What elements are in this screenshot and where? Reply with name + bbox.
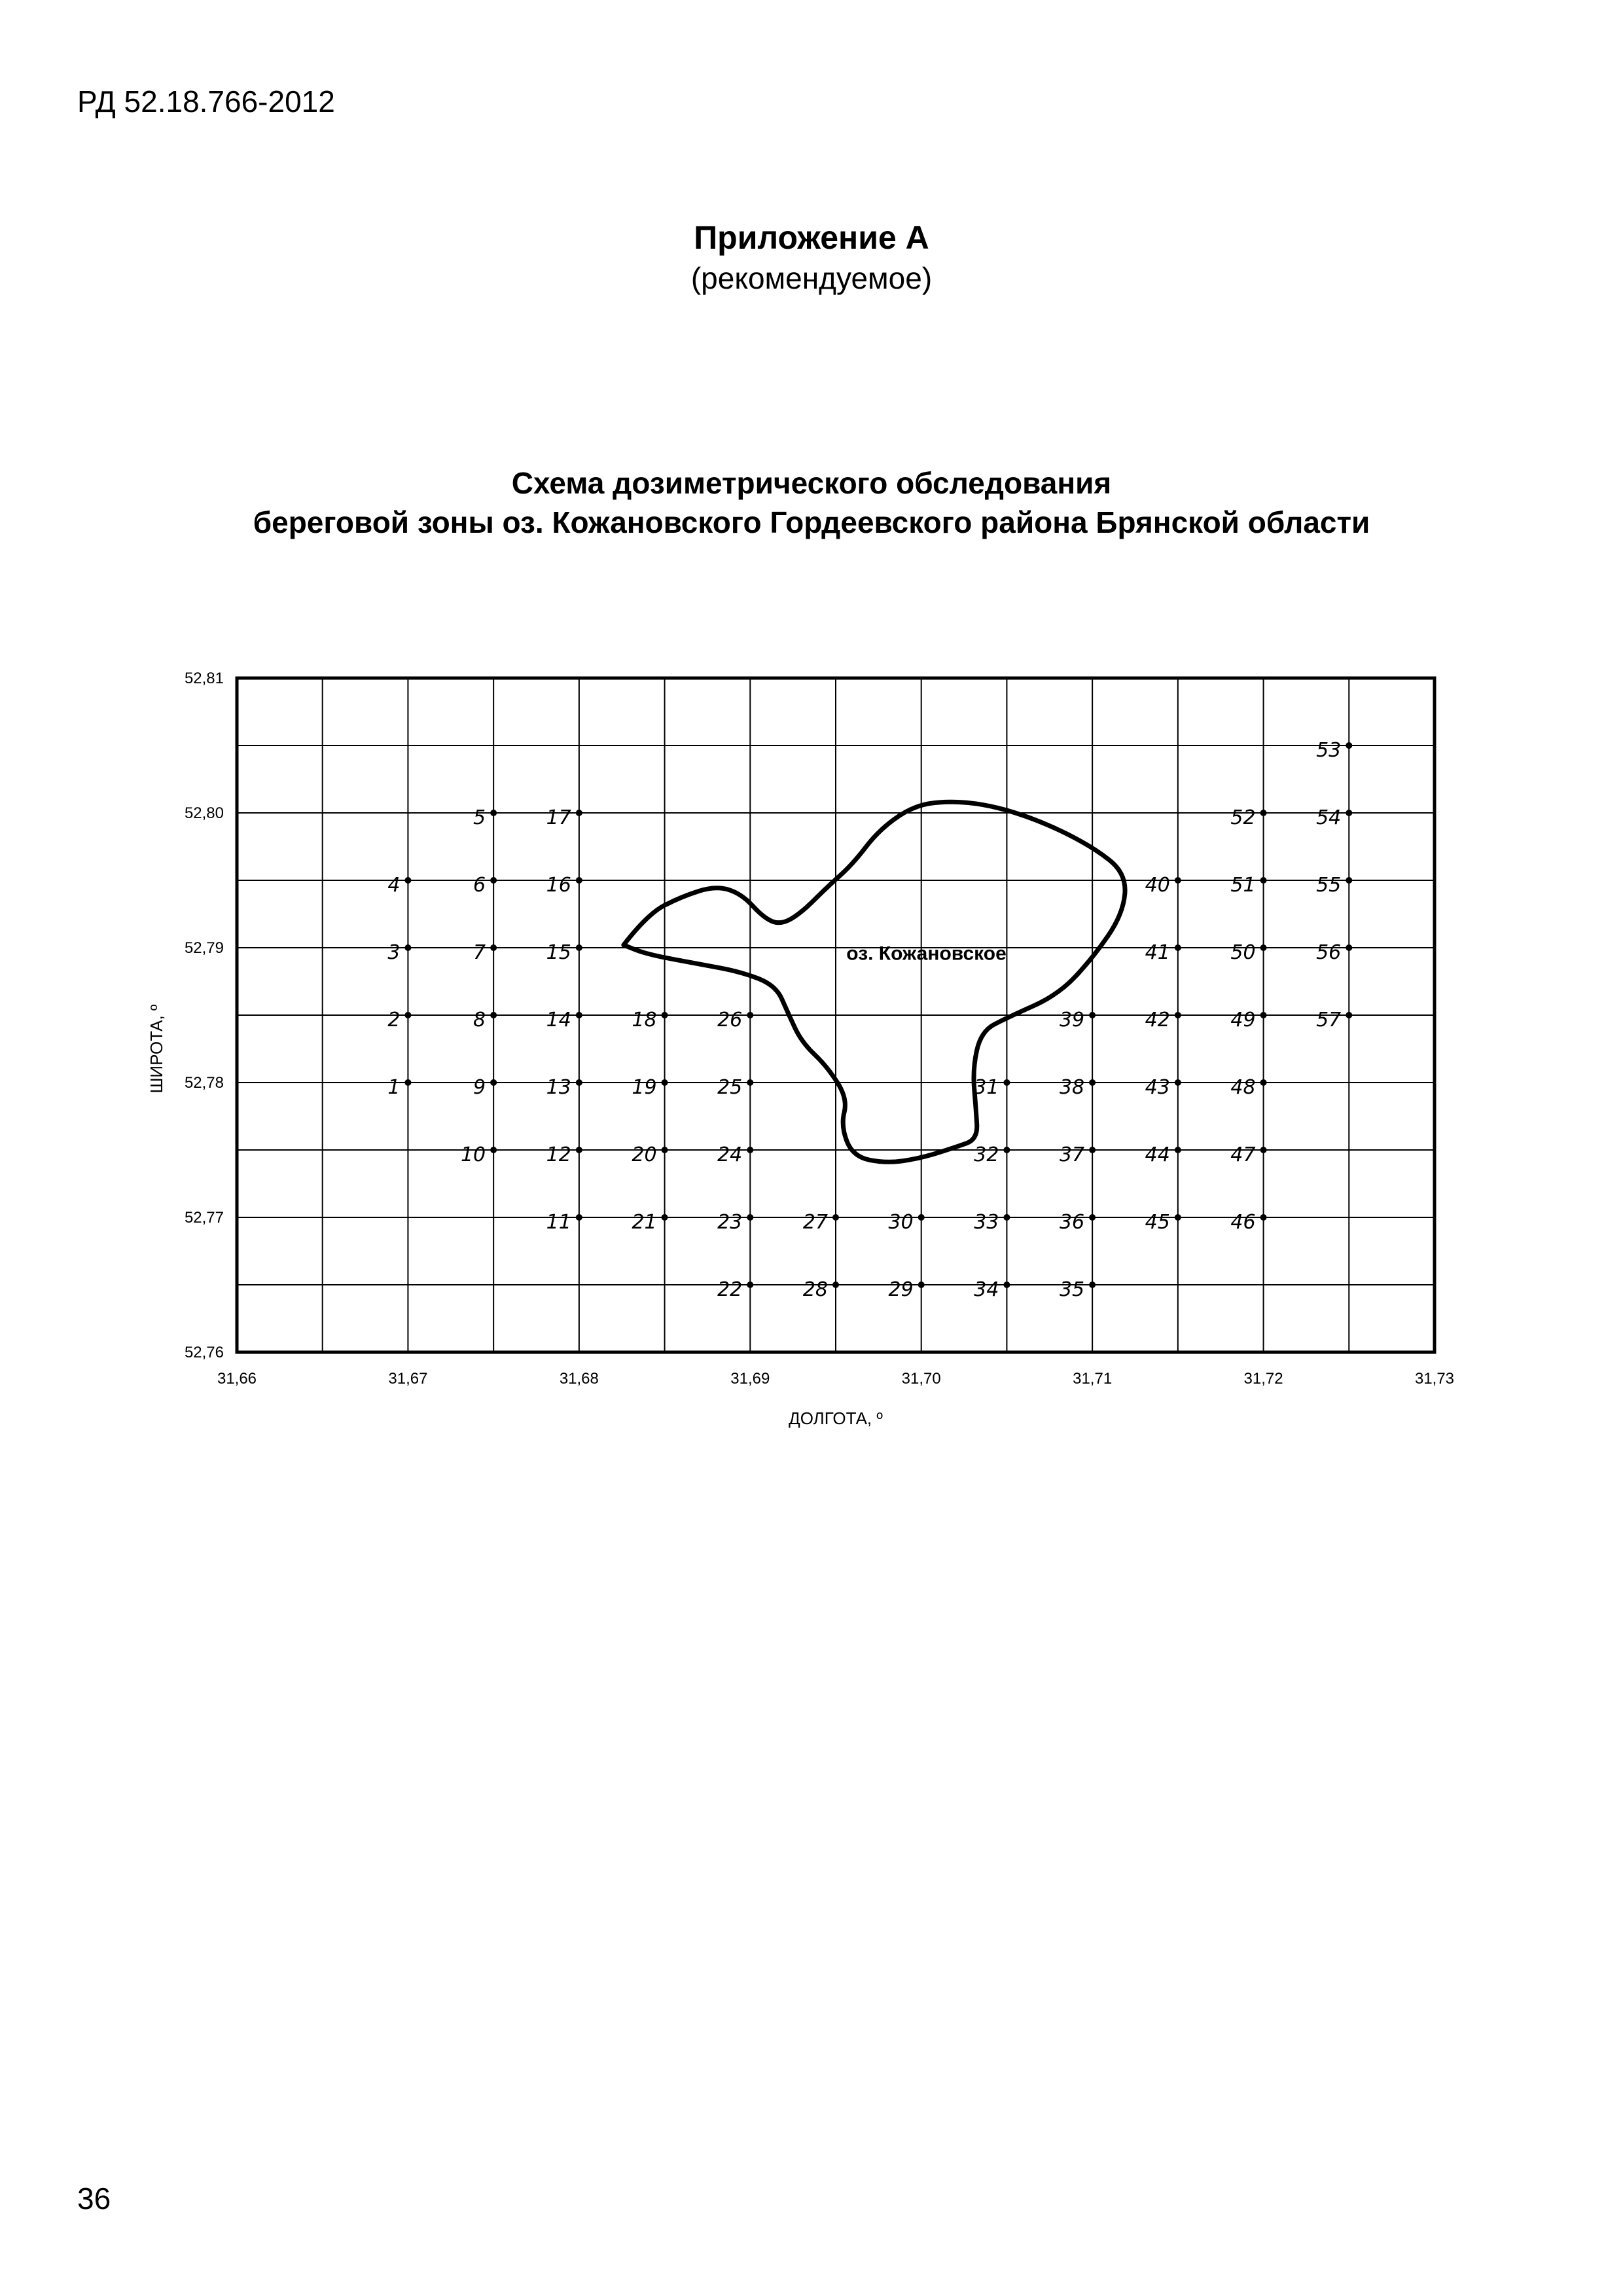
y-tick-label: 52,81 xyxy=(184,670,224,687)
point-label-2: 2 xyxy=(387,1009,401,1031)
point-label-49: 49 xyxy=(1230,1009,1256,1031)
y-axis-ticks xyxy=(185,670,224,1361)
point-marker-16 xyxy=(576,877,582,884)
point-marker-48 xyxy=(1260,1079,1267,1086)
point-label-23: 23 xyxy=(717,1211,743,1234)
x-tick-label: 31,67 xyxy=(388,1370,428,1388)
point-label-34: 34 xyxy=(974,1278,999,1301)
point-label-25: 25 xyxy=(717,1076,743,1099)
point-marker-51 xyxy=(1260,877,1267,884)
point-label-41: 41 xyxy=(1145,941,1170,964)
point-label-21: 21 xyxy=(632,1211,657,1234)
point-label-52: 52 xyxy=(1230,806,1256,829)
point-label-45: 45 xyxy=(1145,1211,1170,1234)
point-label-27: 27 xyxy=(802,1211,828,1234)
point-label-13: 13 xyxy=(546,1076,571,1099)
point-marker-13 xyxy=(576,1079,582,1086)
point-label-54: 54 xyxy=(1316,806,1342,829)
appendix-title: Приложение А xyxy=(694,219,929,256)
point-label-33: 33 xyxy=(974,1211,999,1234)
point-label-22: 22 xyxy=(717,1278,743,1301)
x-tick-label: 31,72 xyxy=(1243,1370,1283,1388)
point-marker-9 xyxy=(490,1079,497,1086)
point-label-24: 24 xyxy=(717,1143,743,1166)
point-marker-44 xyxy=(1175,1147,1181,1153)
point-label-35: 35 xyxy=(1059,1278,1085,1301)
point-label-32: 32 xyxy=(974,1143,999,1166)
point-marker-25 xyxy=(747,1079,753,1086)
point-marker-17 xyxy=(576,810,582,816)
page-number: 36 xyxy=(77,2181,111,2215)
point-marker-6 xyxy=(490,877,497,884)
document-code: РД 52.18.766-2012 xyxy=(77,84,335,118)
point-marker-52 xyxy=(1260,810,1267,816)
lake-label: оз. Кожановское xyxy=(846,942,1007,965)
point-marker-14 xyxy=(576,1012,582,1018)
point-label-29: 29 xyxy=(888,1278,914,1301)
point-marker-12 xyxy=(576,1147,582,1153)
point-marker-21 xyxy=(662,1214,668,1221)
point-label-53: 53 xyxy=(1316,739,1342,762)
point-marker-34 xyxy=(1003,1282,1010,1288)
point-label-39: 39 xyxy=(1059,1009,1085,1031)
point-marker-46 xyxy=(1260,1214,1267,1221)
point-marker-45 xyxy=(1175,1214,1181,1221)
point-label-44: 44 xyxy=(1145,1143,1170,1166)
point-label-4: 4 xyxy=(387,874,401,897)
point-label-50: 50 xyxy=(1230,941,1256,964)
x-tick-label: 31,66 xyxy=(217,1370,257,1388)
point-label-51: 51 xyxy=(1230,874,1256,897)
y-tick-label: 52,76 xyxy=(184,1344,224,1361)
point-label-47: 47 xyxy=(1230,1143,1256,1166)
x-tick-label: 31,69 xyxy=(730,1370,770,1388)
point-marker-47 xyxy=(1260,1147,1267,1153)
point-marker-54 xyxy=(1346,810,1352,816)
point-marker-15 xyxy=(576,944,582,951)
point-label-46: 46 xyxy=(1230,1211,1256,1234)
point-label-9: 9 xyxy=(473,1076,486,1099)
point-label-31: 31 xyxy=(974,1076,999,1099)
point-marker-18 xyxy=(662,1012,668,1018)
point-label-16: 16 xyxy=(546,874,571,897)
x-axis-label: ДОЛГОТА, º xyxy=(789,1408,883,1428)
point-marker-27 xyxy=(832,1214,839,1221)
point-label-37: 37 xyxy=(1059,1143,1085,1166)
point-marker-4 xyxy=(404,877,411,884)
y-tick-label: 52,77 xyxy=(184,1209,224,1227)
point-marker-19 xyxy=(662,1079,668,1086)
point-marker-7 xyxy=(490,944,497,951)
point-label-40: 40 xyxy=(1145,874,1170,897)
point-label-7: 7 xyxy=(473,941,486,964)
point-marker-33 xyxy=(1003,1214,1010,1221)
point-label-36: 36 xyxy=(1059,1211,1085,1234)
point-marker-10 xyxy=(490,1147,497,1153)
lake-outline xyxy=(624,802,1125,1162)
point-label-5: 5 xyxy=(473,806,486,829)
point-marker-28 xyxy=(832,1282,839,1288)
point-marker-31 xyxy=(1003,1079,1010,1086)
point-marker-20 xyxy=(662,1147,668,1153)
point-label-12: 12 xyxy=(546,1143,571,1166)
point-marker-56 xyxy=(1346,944,1352,951)
point-label-55: 55 xyxy=(1316,874,1342,897)
point-label-56: 56 xyxy=(1316,941,1342,964)
point-marker-1 xyxy=(404,1079,411,1086)
point-label-19: 19 xyxy=(632,1076,657,1099)
point-marker-43 xyxy=(1175,1079,1181,1086)
point-label-18: 18 xyxy=(632,1009,657,1031)
point-label-11: 11 xyxy=(546,1211,571,1234)
point-label-15: 15 xyxy=(546,941,571,964)
point-marker-29 xyxy=(918,1282,925,1288)
y-tick-label: 52,79 xyxy=(184,939,224,957)
point-marker-22 xyxy=(747,1282,753,1288)
scheme-title-line-2: береговой зоны оз. Кожановского Гордеевского района Брянской области xyxy=(253,505,1370,539)
point-label-3: 3 xyxy=(387,941,401,964)
point-marker-42 xyxy=(1175,1012,1181,1018)
point-label-48: 48 xyxy=(1230,1076,1256,1099)
point-marker-24 xyxy=(747,1147,753,1153)
point-marker-35 xyxy=(1089,1282,1096,1288)
point-label-8: 8 xyxy=(473,1009,486,1031)
point-marker-5 xyxy=(490,810,497,816)
x-axis-ticks xyxy=(217,1370,1454,1388)
point-label-17: 17 xyxy=(546,806,571,829)
point-label-14: 14 xyxy=(546,1009,571,1031)
point-marker-2 xyxy=(404,1012,411,1018)
point-label-20: 20 xyxy=(632,1143,657,1166)
point-marker-8 xyxy=(490,1012,497,1018)
point-label-6: 6 xyxy=(473,874,486,897)
point-marker-53 xyxy=(1346,742,1352,749)
point-label-1: 1 xyxy=(387,1076,401,1099)
point-marker-26 xyxy=(747,1012,753,1018)
point-marker-40 xyxy=(1175,877,1181,884)
point-marker-3 xyxy=(404,944,411,951)
point-marker-39 xyxy=(1089,1012,1096,1018)
point-marker-41 xyxy=(1175,944,1181,951)
point-label-28: 28 xyxy=(802,1278,828,1301)
point-marker-55 xyxy=(1346,877,1352,884)
appendix-subtitle: (рекомендуемое) xyxy=(690,261,933,295)
point-marker-38 xyxy=(1089,1079,1096,1086)
point-marker-23 xyxy=(747,1214,753,1221)
point-label-42: 42 xyxy=(1145,1009,1170,1031)
point-marker-32 xyxy=(1003,1147,1010,1153)
scheme-title-line-1: Схема дозиметрического обследования xyxy=(511,466,1112,500)
point-label-38: 38 xyxy=(1059,1076,1085,1099)
point-label-57: 57 xyxy=(1316,1009,1342,1031)
x-tick-label: 31,68 xyxy=(559,1370,599,1388)
point-label-10: 10 xyxy=(460,1143,486,1166)
point-marker-11 xyxy=(576,1214,582,1221)
point-marker-30 xyxy=(918,1214,925,1221)
point-marker-37 xyxy=(1089,1147,1096,1153)
point-label-30: 30 xyxy=(888,1211,914,1234)
y-tick-label: 52,80 xyxy=(184,804,224,822)
point-marker-50 xyxy=(1260,944,1267,951)
point-label-26: 26 xyxy=(717,1009,743,1031)
y-axis-label: ШИРОТА, º xyxy=(147,1004,166,1094)
point-marker-36 xyxy=(1089,1214,1096,1221)
y-tick-label: 52,78 xyxy=(184,1074,224,1092)
x-tick-label: 31,73 xyxy=(1414,1370,1455,1388)
x-tick-label: 31,71 xyxy=(1073,1370,1113,1388)
point-marker-57 xyxy=(1346,1012,1352,1018)
x-tick-label: 31,70 xyxy=(901,1370,941,1388)
point-marker-49 xyxy=(1260,1012,1267,1018)
point-label-43: 43 xyxy=(1145,1076,1170,1099)
